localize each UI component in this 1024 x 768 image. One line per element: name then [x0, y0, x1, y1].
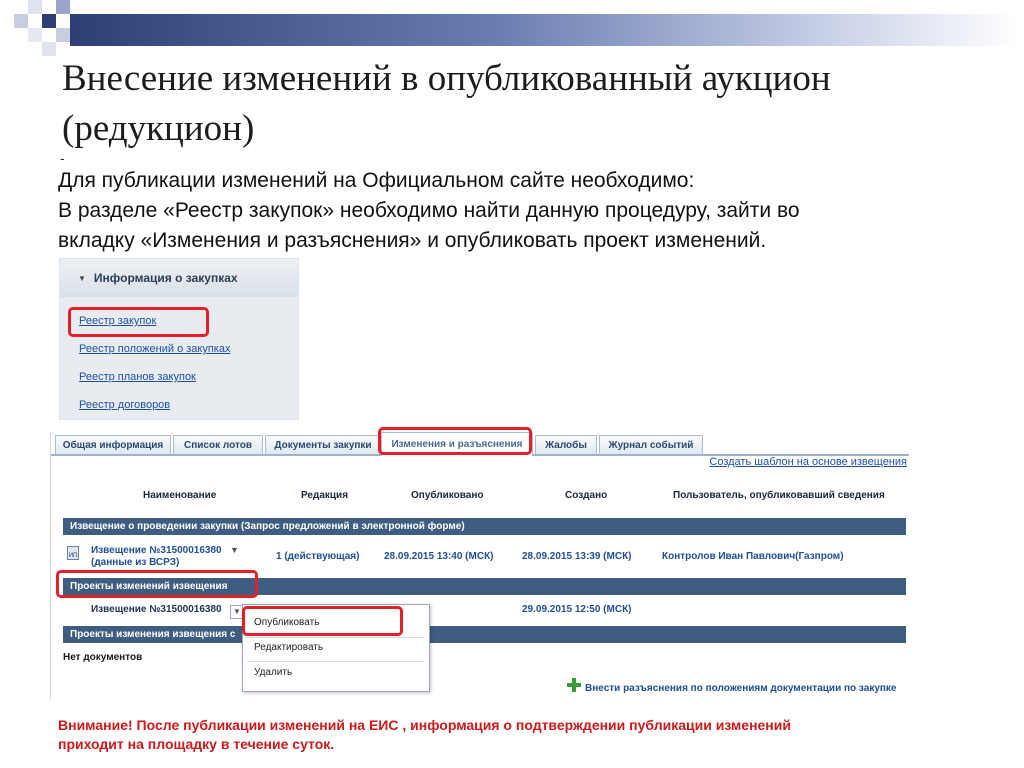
slide-title [62, 54, 982, 154]
warning-line: приходит на площадку в течение суток. [58, 736, 335, 752]
menu-item-edit[interactable]: Редактировать [254, 642, 324, 653]
column-header-name: Наименование [143, 490, 217, 501]
row-draft-name[interactable]: Извещение №31500016380 [91, 604, 222, 615]
procurement-info-header-label: Информация о закупках [93, 271, 238, 285]
create-template-link[interactable]: Создать шаблон на основе извещения [709, 456, 907, 468]
menu-divider [247, 661, 425, 662]
highlight-purchase-registry [68, 307, 209, 337]
tab-changes[interactable]: Изменения и разъяснения [381, 432, 533, 456]
document-icon: ИП [67, 546, 79, 560]
intro-text [58, 166, 978, 256]
tab-complaints[interactable]: Жалобы [535, 435, 597, 454]
highlight-drafts-section [56, 570, 258, 598]
nav-link-contracts-registry[interactable]: Реестр договоров [79, 399, 171, 411]
row-draft-created: 29.09.2015 12:50 (МСК) [522, 604, 632, 615]
nav-link-purchase-registry[interactable]: Реестр закупок [79, 315, 157, 327]
decor-square [28, 28, 42, 42]
column-header-published: Опубликовано [411, 490, 484, 501]
decor-square [56, 0, 70, 14]
procurement-info-header[interactable] [60, 259, 298, 297]
tab-documents[interactable]: Документы закупки [265, 435, 381, 454]
add-clarification-link[interactable]: Внести разъяснения по положениям документации по закупке [585, 683, 897, 694]
decor-square [42, 42, 56, 56]
highlight-changes-tab [378, 427, 532, 455]
header-gradient-bar [70, 14, 1020, 46]
slide-title-line1: Внесение изменений в опубликованный аукцион [62, 58, 831, 99]
nav-link-regulations-registry[interactable]: Реестр положений о закупках [79, 343, 231, 355]
slide-title-line2: (редукцион) [62, 108, 255, 149]
chevron-down-icon[interactable]: ▼ [230, 605, 244, 619]
intro-line: вкладку «Изменения и разъяснения» и опубликовать проект изменений. [58, 229, 767, 252]
collapse-arrow-icon[interactable]: ▼ [78, 273, 86, 283]
section-drafts: Проекты изменений извещения [63, 578, 906, 595]
warning-line: Внимание! После публикации изменений на ЕИС , информация о подтверждении публикации изменений [58, 717, 791, 733]
tab-lots[interactable]: Список лотов [173, 435, 263, 454]
tab-event-log[interactable]: Журнал событий [599, 435, 703, 454]
row-notice-name[interactable]: Извещение №31500016380 [91, 545, 222, 556]
row-notice-published: 28.09.2015 13:40 (МСК) [384, 551, 494, 562]
decor-square [56, 28, 70, 42]
nav-link-plans-registry[interactable]: Реестр планов закупок [79, 371, 196, 383]
column-header-created: Создано [565, 490, 608, 501]
decor-square [14, 14, 28, 28]
add-icon[interactable] [567, 678, 581, 692]
section-drafts-2-band [428, 626, 906, 643]
intro-line: Для публикации изменений на Официальном сайте необходимо: [58, 169, 695, 192]
intro-line: В разделе «Реестр закупок» необходимо найти данную процедуру, зайти во [58, 199, 800, 222]
row-notice-user: Контролов Иван Павлович(Газпром) [662, 551, 844, 562]
menu-divider [247, 637, 425, 638]
row-notice-source: (данные из ВСРЗ) [91, 557, 180, 568]
warning-note [58, 716, 978, 754]
highlight-publish-item [242, 606, 403, 636]
dash-mark: - [60, 150, 65, 166]
menu-item-delete[interactable]: Удалить [254, 667, 293, 678]
section-drafts-2: Проекты изменения извещения с [63, 626, 243, 643]
decor-square [42, 14, 56, 28]
column-header-edition: Редакция [301, 490, 349, 501]
tab-general-info[interactable]: Общая информация [55, 435, 171, 454]
row-notice-edition: 1 (действующая) [276, 551, 360, 562]
decor-square [28, 0, 42, 14]
section-notice: Извещение о проведении закупки (Запрос предложений в электронной форме) [63, 518, 906, 535]
column-header-user: Пользователь, опубликовавший сведения [673, 490, 885, 501]
chevron-down-icon[interactable]: ▼ [230, 545, 239, 555]
changes-grid [50, 432, 909, 700]
row-notice-created: 28.09.2015 13:39 (МСК) [522, 551, 632, 562]
menu-item-publish[interactable]: Опубликовать [254, 617, 320, 628]
no-documents-label: Нет документов [63, 652, 143, 663]
procurement-info-panel [59, 258, 299, 420]
